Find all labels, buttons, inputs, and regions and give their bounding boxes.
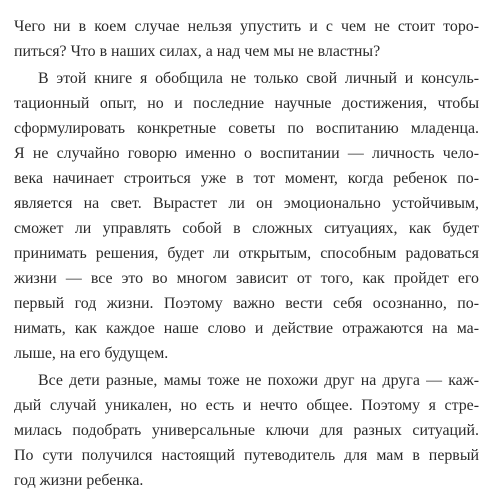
text-line-1: Чего ни в коем случае нельзя упустить и с чем не стоит торо-	[14, 18, 479, 35]
text-line-10: принимать решения, будет ли открытым, способным радоваться	[14, 245, 479, 262]
text-line-16: дый случай уникален, но есть и нечто общее. Поэтому я стре-	[14, 397, 479, 414]
text-line-4: тационный опыт, но и последние научные достижения, чтобы	[14, 95, 479, 112]
text-line-3: В этой книге я обобщила не только свой личный и консуль-	[38, 70, 479, 87]
text-line-9: сможет ли управлять собой в сложных ситуациях, как будет	[14, 220, 479, 237]
text-line-18: По сути получился настоящий путеводитель для мам в первый	[14, 447, 479, 464]
text-line-7: века начинает строиться уже в тот момент, когда ребенок по-	[14, 170, 479, 187]
text-line-14: лыше, на его будущем.	[14, 345, 169, 362]
text-line-15: Все дети разные, мамы тоже не похожи друг на друга — каж-	[38, 372, 479, 389]
text-line-5: сформулировать конкретные советы по воспитанию младенца.	[14, 120, 479, 137]
text-line-6: Я не случайно говорю именно о воспитании — личность чело-	[14, 145, 479, 162]
text-line-12: первый год жизни. Поэтому важно вести себя осознанно, по-	[14, 295, 479, 312]
text-line-8: является на свет. Вырастет ли он эмоционально устойчивым,	[14, 195, 479, 212]
text-line-13: нимать, как каждое наше слово и действие отражаются на ма-	[14, 320, 479, 337]
text-line-17: милась подобрать универсальные ключи для разных ситуаций.	[14, 422, 479, 439]
text-line-11: жизни — все это во многом зависит от того, как пройдет его	[14, 270, 479, 287]
text-line-2: питься? Что в наших силах, а над чем мы не властны?	[14, 43, 381, 60]
text-line-19: год жизни ребенка.	[14, 472, 144, 489]
